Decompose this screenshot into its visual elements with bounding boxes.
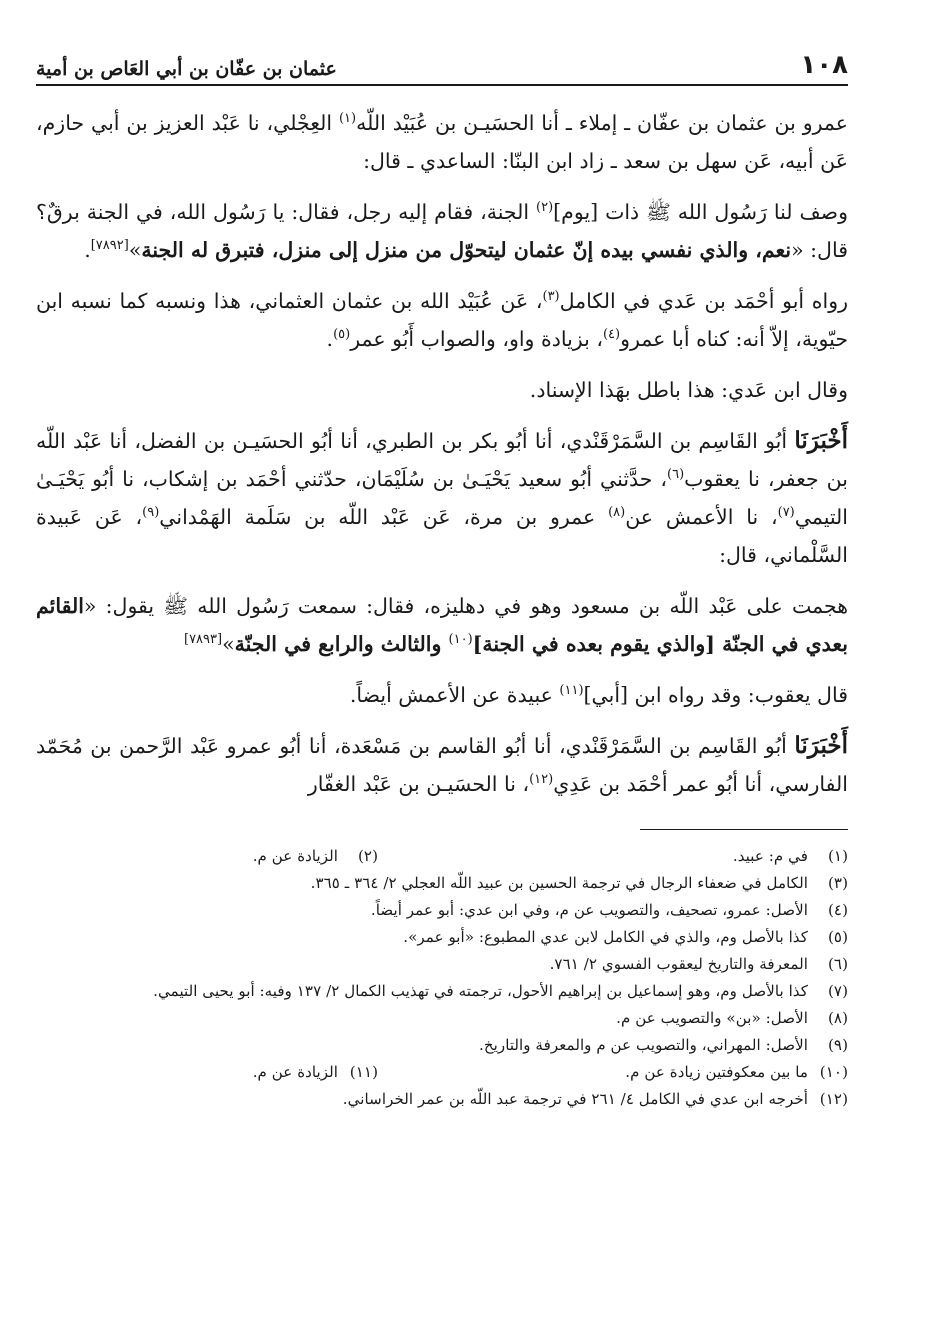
footnote-5 bbox=[36, 924, 848, 951]
footnote-number: (٤) bbox=[827, 901, 848, 919]
footnote-row bbox=[36, 1005, 848, 1032]
text-run: هجمت على عَبْد اللّه بن مسعود وهو في دهليزه، فقال: سمعت رَسُول الله ﷺ يقول: « bbox=[83, 594, 848, 618]
footnote-row bbox=[36, 897, 848, 924]
paragraph-8 bbox=[36, 727, 848, 803]
footnote-ref-2: (٢) bbox=[536, 200, 554, 216]
footnote-ref-7: (٧) bbox=[777, 505, 795, 521]
footnote-text: الكامل في ضعفاء الرجال في ترجمة الحسين بن عبيد اللّه العجلي ٢/ ٣٦٤ ـ ٣٦٥. bbox=[310, 874, 808, 892]
footnote-row bbox=[36, 1086, 848, 1113]
footnote-number: (٨) bbox=[827, 1009, 848, 1027]
footnote-number: (١٠) bbox=[819, 1063, 848, 1081]
text-run: ، عَن عُبَيْد الله بن عثمان العثماني، هذا ونسبه كما نسبه ابن حيّوية، إلاّ أنه: كناه أبا عمرو bbox=[36, 289, 848, 351]
footnote-row bbox=[36, 924, 848, 951]
page-header bbox=[36, 44, 848, 86]
footnote-text: الأصل: المهراني، والتصويب عن م والمعرفة والتاريخ. bbox=[479, 1036, 808, 1054]
footnote-text: الزيادة عن م. bbox=[252, 847, 338, 865]
footnote-2 bbox=[253, 843, 378, 870]
footnote-ref-11: (١١) bbox=[559, 683, 584, 699]
footnote-ref-6: (٦) bbox=[667, 467, 685, 483]
text-run: عمرو بن مرة، عَن عَبْد اللّه بن سَلَمة الهَمْداني bbox=[159, 505, 609, 529]
main-text bbox=[36, 104, 848, 803]
footnote-number: (٣) bbox=[827, 874, 848, 892]
text-run: ، بزيادة واو، والصواب أَبُو عمر bbox=[350, 327, 603, 351]
footnote-text: أخرجه ابن عدي في الكامل ٤/ ٢٦١ في ترجمة عبد اللّه بن عمر الخراساني. bbox=[342, 1090, 808, 1108]
text-run: ، حدَّثني أبُو سعيد يَحْيَـىٰ بن سُلَيْمَان، حدّثني أحْمَد بن إشكاب، نا أبُو يَحْيَـىٰ التيمي bbox=[36, 467, 849, 529]
text-run: وصف لنا رَسُول الله ﷺ ذات [يوم] bbox=[553, 200, 848, 224]
footnote-ref-8: (٨) bbox=[608, 505, 626, 521]
text-run: ، نا الحسَيـن بن عَبْد الغفّار bbox=[307, 772, 530, 796]
paragraph-1 bbox=[36, 104, 848, 180]
footnote-ref-5: (٥) bbox=[333, 327, 351, 343]
footnote-text: في م: عبيد. bbox=[732, 847, 808, 865]
footnote-number: (٩) bbox=[827, 1036, 848, 1054]
text-run: عمرو بن عثمان بن عفّان ـ إملاء ـ أنا الحسَيـن بن عُبَيْد اللّه bbox=[356, 111, 848, 135]
footnote-6 bbox=[36, 951, 848, 978]
footnote-number: (٥) bbox=[827, 928, 848, 946]
footnote-ref-4: (٤) bbox=[602, 327, 621, 343]
footnote-9 bbox=[36, 1032, 848, 1059]
text-run: » bbox=[128, 238, 142, 262]
footnote-ref-12: (١٢) bbox=[529, 772, 554, 788]
footnote-3 bbox=[36, 870, 848, 897]
footnote-number: (١١) bbox=[349, 1063, 378, 1081]
footnote-text: الزيادة عن م. bbox=[252, 1063, 338, 1081]
footnote-10 bbox=[378, 1059, 848, 1086]
text-run: أبُو القَاسِم بن السَّمَرْقَنْدي، أنا أبُو بكر بن الطبري، أنا أبُو الحسَيـن بن الفضل، أنا عَبْد اللّه بن جعفر، نا يعقوب bbox=[36, 429, 848, 491]
footnote-text: المعرفة والتاريخ ليعقوب الفسوي ٢/ ٧٦١. bbox=[549, 955, 808, 973]
paragraph-5 bbox=[36, 422, 848, 574]
footnote-11 bbox=[253, 1059, 378, 1086]
paragraph-2 bbox=[36, 193, 848, 269]
text-run: الجنة، فقام إليه رجل، فقال: يا رَسُول الله، في الجنة برقٌ؟ قال: « bbox=[36, 200, 848, 262]
hadith-text: والثالث والرابع في الجنّة bbox=[234, 632, 449, 656]
footnote-number: (٢) bbox=[357, 847, 378, 865]
footnote-text: ما بين معكوفتين زيادة عن م. bbox=[625, 1063, 808, 1081]
hadith-number: [٧٨٩٢] bbox=[90, 238, 129, 254]
footnotes bbox=[36, 829, 848, 1113]
footnote-row bbox=[36, 951, 848, 978]
text-run: قال يعقوب: وقد رواه ابن [أبي] bbox=[583, 683, 848, 707]
footnote-ref-3: (٣) bbox=[542, 289, 560, 305]
footnote-row bbox=[36, 1032, 848, 1059]
hadith-text: نعم، والذي نفسي بيده إنّ عثمان ليتحوّل من منزل إلى منزل، فتبرق له الجنة bbox=[141, 238, 792, 262]
akhbarana-lead: أَخْبَرَنَا bbox=[794, 732, 848, 759]
running-title: عثمان بن عفّان بن أبي العَاص بن أمية bbox=[36, 58, 337, 80]
page bbox=[36, 44, 848, 1113]
footnote-ref-10: (١٠) bbox=[448, 632, 473, 648]
hadith-number: [٧٨٩٣] bbox=[183, 632, 223, 648]
text-run: » bbox=[222, 632, 235, 656]
footnote-row bbox=[36, 1059, 848, 1086]
footnote-ref-1: (١) bbox=[338, 111, 357, 127]
footnote-12 bbox=[36, 1086, 848, 1113]
footnote-text: الأصل: عمرو، تصحيف، والتصويب عن م، وفي ابن عدي: أبو عمر أيضاً. bbox=[370, 901, 808, 919]
paragraph-7 bbox=[36, 676, 848, 714]
footnote-text: كذا بالأصل وم، والذي في الكامل لابن عدي المطبوع: «أبو عمر». bbox=[403, 928, 808, 946]
footnote-number: (٦) bbox=[827, 955, 848, 973]
text-run: ، نا الأعمش عن bbox=[625, 505, 778, 529]
footnote-row bbox=[36, 843, 848, 870]
text-run: . bbox=[84, 238, 91, 262]
footnote-row bbox=[36, 978, 848, 1005]
footnote-4 bbox=[36, 897, 848, 924]
text-run: العِجْلي، نا عَبْد العزيز بن أبي حازم، عَن أبيه، عَن سهل بن سعد ـ زاد ابن البنّا: الساعدي ـ قال: bbox=[36, 111, 848, 173]
footnote-text: الأصل: «بن» والتصويب عن م. bbox=[616, 1009, 808, 1027]
footnote-number: (١٢) bbox=[819, 1090, 848, 1108]
text-run: . bbox=[326, 327, 334, 351]
text-run: رواه أبو أحْمَد بن عَدي في الكامل bbox=[559, 289, 848, 313]
text-run: أبُو القَاسِم بن السَّمَرْقَنْدي، أنا أبُو القاسم بن مَسْعَدة، أنا أبُو عمرو عَبْد الرَّحمن بن مُحَمّد الفارسي، أنا أبُو عمر أحْمَد بن عَدِي bbox=[36, 734, 848, 796]
text-run: عبيدة عن الأعمش أيضاً. bbox=[349, 683, 560, 707]
footnote-text: كذا بالأصل وم، وهو إسماعيل بن إبراهيم الأحول، ترجمته في تهذيب الكمال ٢/ ١٣٧ وفيه: أبو يحيى التيمي. bbox=[153, 982, 808, 1000]
hadith-text: القائم بعدي في الجنّة [والذي يقوم بعده في الجنة] bbox=[36, 594, 848, 656]
paragraph-3 bbox=[36, 282, 848, 358]
footnote-1 bbox=[378, 843, 848, 870]
paragraph-6 bbox=[36, 587, 848, 663]
text-run: ، عَن عَبيدة السَّلْماني، قال: bbox=[36, 505, 848, 567]
footnote-8 bbox=[36, 1005, 848, 1032]
footnote-row bbox=[36, 870, 848, 897]
footnote-ref-9: (٩) bbox=[142, 505, 160, 521]
footnote-number: (١) bbox=[827, 847, 848, 865]
footnote-7 bbox=[36, 978, 848, 1005]
footnote-number: (٧) bbox=[827, 982, 848, 1000]
paragraph-4: وقال ابن عَدي: هذا باطل بهَذا الإسناد. bbox=[529, 378, 848, 402]
page-number: ١٠٨ bbox=[800, 50, 848, 80]
akhbarana-lead: أَخْبَرَنَا bbox=[794, 427, 848, 454]
